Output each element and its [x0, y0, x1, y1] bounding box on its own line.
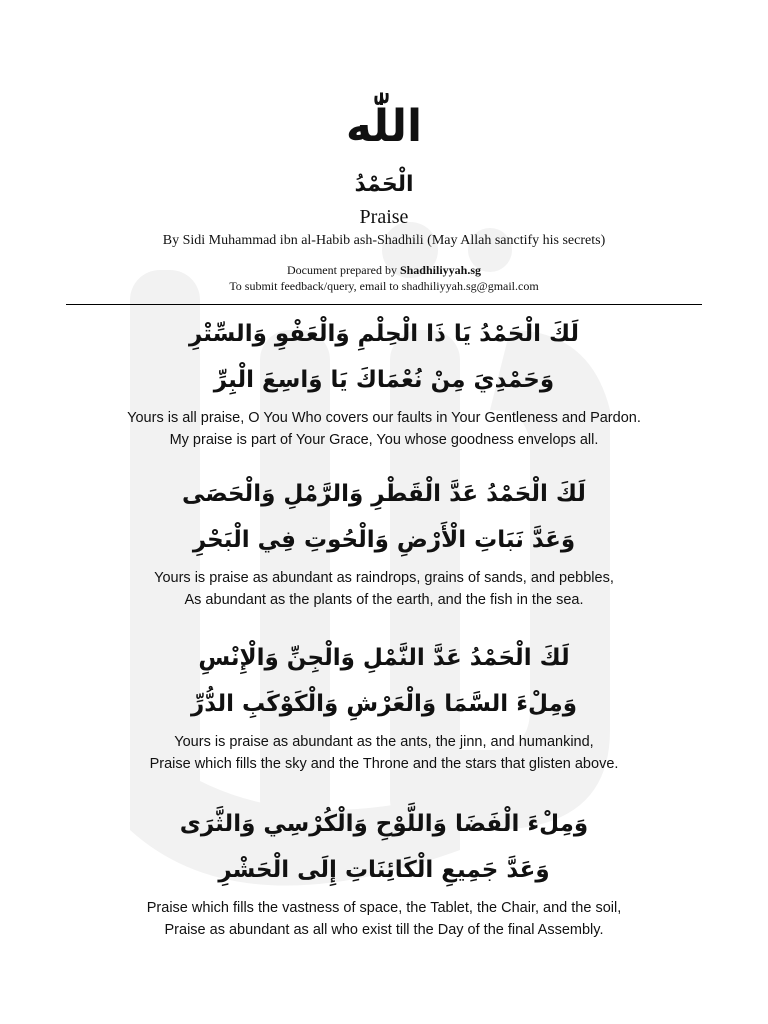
prepared-by-line: [0, 262, 768, 278]
translation-line: As abundant as the plants of the earth, and the fish in the sea.: [184, 592, 584, 608]
translation-line: Praise as abundant as all who exist till the Day of the final Assembly.: [164, 922, 604, 938]
translation-line: Yours is praise as abundant as the ants, the jinn, and humankind,: [174, 734, 594, 750]
arabic-verse-line: لَكَ الْحَمْدُ عَدَّ النَّمْلِ وَالْجِنِّ وَالْإِنْسِ: [198, 645, 570, 671]
translation-line: My praise is part of Your Grace, You whose goodness envelops all.: [169, 432, 599, 448]
arabic-verse-line: وَعَدَّ نَبَاتِ الْأَرْضِ وَالْحُوتِ فِي الْبَحْرِ: [192, 527, 576, 553]
translation-block: [0, 897, 768, 941]
translation-block: [0, 731, 768, 775]
header-divider: [66, 304, 702, 305]
stanza-1: [0, 311, 768, 451]
stanza-2: [0, 471, 768, 611]
arabic-verse-line: وَعَدَّ جَمِيعِ الْكَائِنَاتِ إِلَى الْحَشْرِ: [218, 857, 550, 883]
translation-line: Praise which fills the vastness of space, the Tablet, the Chair, and the soil,: [146, 900, 622, 916]
translation-line: Praise which fills the sky and the Throne and the stars that glisten above.: [149, 756, 619, 772]
prepared-by-prefix: Document prepared by: [286, 263, 400, 277]
translation-line: Yours is all praise, O You Who covers our faults in Your Gentleness and Pardon.: [127, 410, 641, 426]
translation-block: [0, 407, 768, 451]
prepared-by-name: Shadhiliyyah.sg: [399, 263, 481, 277]
arabic-title: الْحَمْدُ: [354, 172, 414, 197]
translation-line: Yours is praise as abundant as raindrops, grains of sands, and pebbles,: [154, 570, 614, 586]
document-header: [0, 0, 768, 305]
arabic-verse-line: لَكَ الْحَمْدُ عَدَّ الْقَطْرِ وَالرَّمْلِ وَالْحَصَى: [182, 481, 586, 507]
translation-block: [0, 567, 768, 611]
stanza-3: [0, 635, 768, 775]
author-byline: By Sidi Muhammad ibn al-Habib ash-Shadhili (May Allah sanctify his secrets): [162, 233, 606, 248]
page-title: Praise: [359, 206, 409, 228]
allah-calligraphy-logo: اللّٰه: [345, 101, 423, 152]
stanza-4: [0, 801, 768, 941]
arabic-verse-line: وَمِلْءَ السَّمَا وَالْعَرْشِ وَالْكَوْكَبِ الدُّرِّ: [190, 691, 578, 717]
arabic-verse-line: وَحَمْدِيَ مِنْ نُعْمَاكَ يَا وَاسِعَ الْبِرِّ: [213, 367, 555, 393]
arabic-verse-line: وَمِلْءَ الْفَضَا وَاللَّوْحِ وَالْكُرْسِي وَالثَّرَى: [179, 811, 589, 837]
feedback-line: To submit feedback/query, email to shadhiliyyah.sg@gmail.com: [229, 279, 539, 293]
arabic-verse-line: لَكَ الْحَمْدُ يَا ذَا الْحِلْمِ وَالْعَفْوِ وَالسِّتْرِ: [188, 321, 580, 347]
